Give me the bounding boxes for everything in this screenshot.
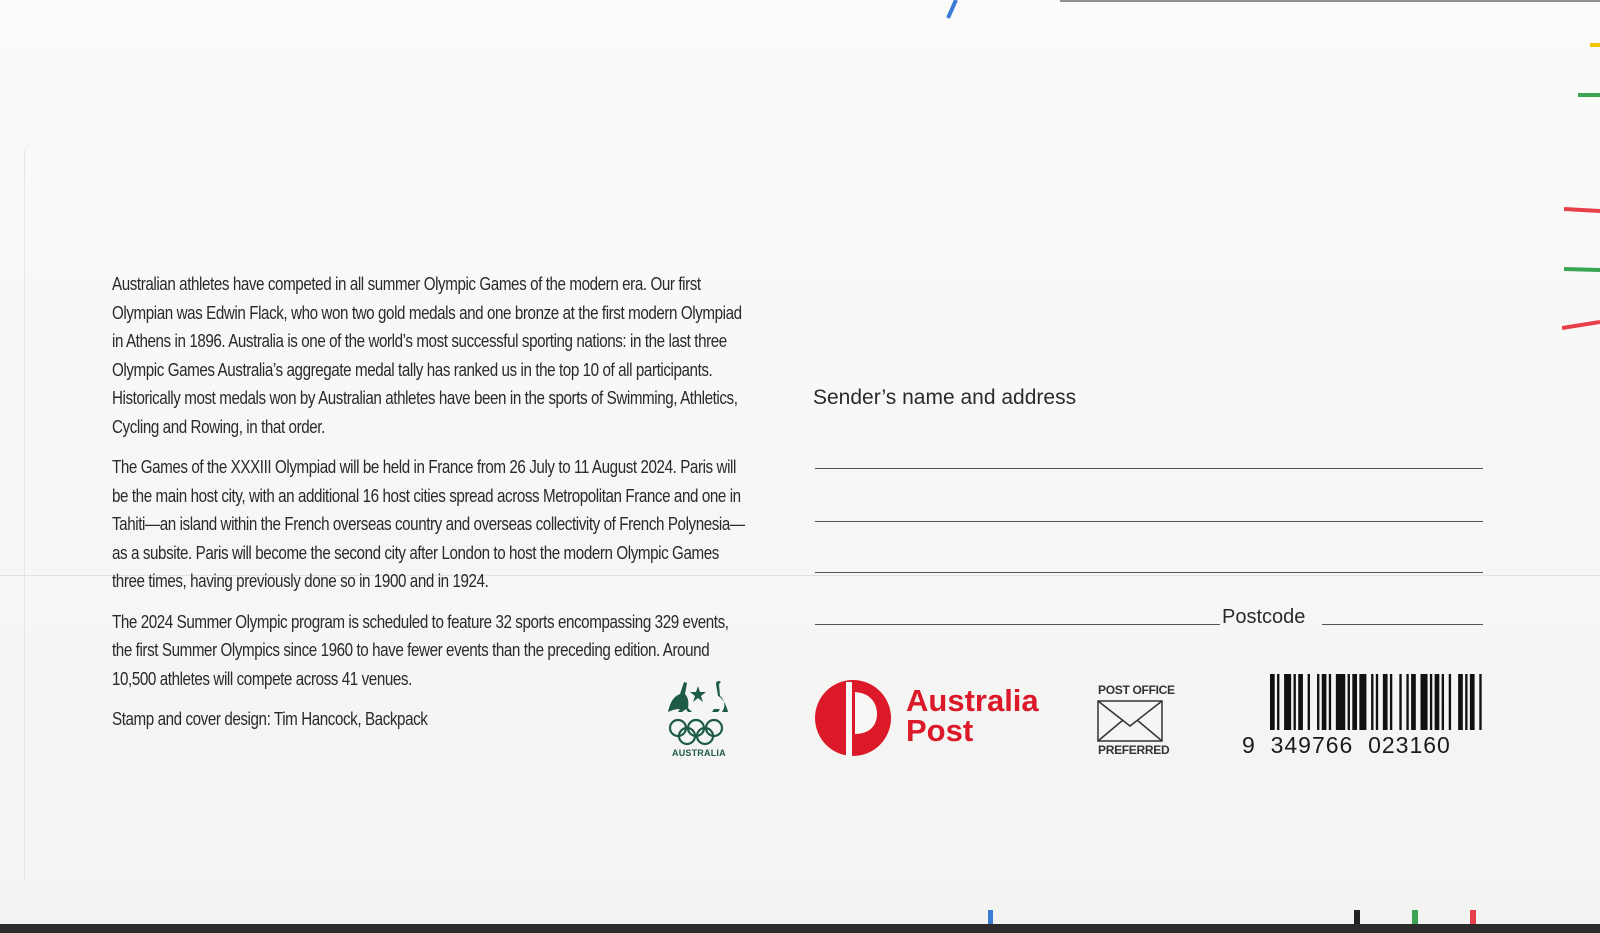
paragraph-program: The 2024 Summer Olympic program is scheduled to feature 32 sports encompassing 329 events, the first Summer Olympics since 1960 to have fewer events than the preceding edition. Around 10,500 athletes will compete across 41 venues. bbox=[112, 610, 729, 689]
postcode-line[interactable] bbox=[1322, 624, 1483, 625]
design-credit: Stamp and cover design: Tim Hancock, Backpack bbox=[112, 708, 428, 729]
post-office-preferred-bottom: PREFERRED bbox=[1098, 743, 1170, 757]
address-line-2[interactable] bbox=[815, 521, 1483, 522]
envelope-top-edge bbox=[1060, 0, 1600, 2]
australia-post-line1: Australia bbox=[906, 683, 1039, 718]
olympic-stroke-top-blue bbox=[944, 0, 960, 20]
envelope-left-edge bbox=[24, 140, 39, 880]
address-line-4[interactable] bbox=[815, 624, 1220, 625]
olympic-stroke-right-green-1 bbox=[1578, 90, 1600, 100]
address-line-3[interactable] bbox=[815, 572, 1483, 573]
paragraph-history: Australian athletes have competed in all summer Olympic Games of the modern era. Our first Olympian was Edwin Flack, who won two gold medals and one bronze at the first modern Olympiad in Athens in 1896. Australia is one of the world’s most successful sporting nations: in the last three Olympic Games Australia’s aggregate medal tally has ranked us in the top 10 of all participants. Historically most medals won by Australian athletes have been in the sports of Swimming, Athletics, Cycling and Rowing, in that order. bbox=[112, 273, 742, 437]
address-line-1[interactable] bbox=[815, 468, 1483, 469]
olympic-stroke-right-yellow bbox=[1588, 40, 1600, 50]
australia-post-logo-icon bbox=[812, 678, 894, 758]
envelope-bottom-edge bbox=[0, 924, 1600, 933]
barcode-number: 9 349766 023160 bbox=[1242, 732, 1451, 758]
paragraph-paris-2024: The Games of the XXXIII Olympiad will be held in France from 26 July to 11 August 2024. Paris will be the main host city, with an additional 16 host cities spread across Metropolitan France and one in Tahiti—an island within the French overseas country and overseas collectivity of French Polynesia—as a subsite. Paris will become the second city after London to host the modern Olympic Games three times, having previously done so in 1900 and in 1924. bbox=[112, 456, 745, 591]
olympic-stroke-right-red-2 bbox=[1562, 318, 1600, 332]
postcode-label: Postcode bbox=[1222, 606, 1306, 628]
cover-text-block bbox=[112, 270, 745, 746]
australia-post-line2: Post bbox=[906, 713, 974, 748]
barcode-image bbox=[1270, 674, 1484, 734]
olympic-stroke-right-green-2 bbox=[1564, 264, 1600, 276]
post-office-preferred-top: POST OFFICE bbox=[1098, 683, 1175, 697]
australia-post-wordmark bbox=[906, 683, 1039, 748]
aoc-logo-label: AUSTRALIA bbox=[672, 748, 726, 758]
sender-address-label: Sender’s name and address bbox=[813, 386, 1077, 409]
envelope-icon bbox=[1097, 700, 1163, 742]
olympic-stroke-right-red-1 bbox=[1564, 204, 1600, 216]
